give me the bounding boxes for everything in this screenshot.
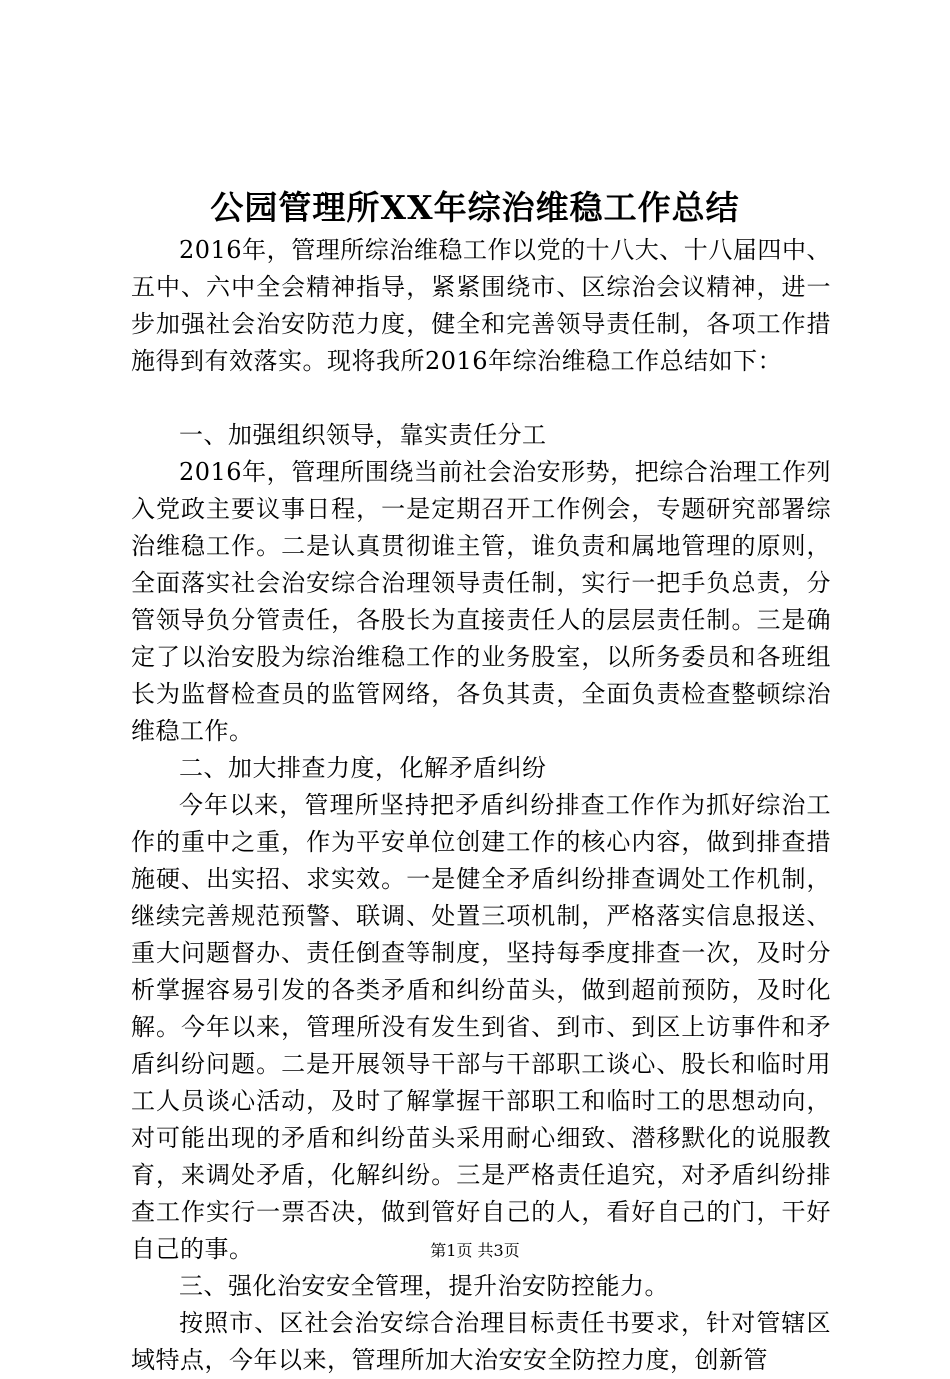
section-3-heading: 三、强化治安安全管理，提升治安防控能力。 xyxy=(179,1272,669,1300)
paragraph-gap xyxy=(131,380,831,417)
intro-paragraph: 2016年，管理所综治维稳工作以党的十八大、十八届四中、五中、六中全会精神指导，紧紧围绕市、区综治会议精神，进一步加强社会治安防范力度，健全和完善领导责任制，各项工作措施得到有效落实。现将我所2016年综治维稳工作总结如下： xyxy=(131,236,831,375)
page-number-footer: 第1页 共3页 xyxy=(430,1241,520,1260)
section-1-heading: 一、加强组织领导，靠实责任分工 xyxy=(179,421,547,449)
document-title: 公园管理所XX年综治维稳工作总结 xyxy=(210,188,740,227)
document-body xyxy=(131,232,831,1379)
section-3-paragraph: 按照市、区社会治安综合治理目标责任书要求，针对管辖区域特点，今年以来，管理所加大治安安全防控力度，创新管 xyxy=(131,1309,831,1374)
section-2-paragraph: 今年以来，管理所坚持把矛盾纠纷排查工作作为抓好综治工作的重中之重，作为平安单位创建工作的核心内容，做到排查措施硬、出实招、求实效。一是健全矛盾纠纷排查调处工作机制，继续完善规范预警、联调、处置三项机制，严格落实信息报送、重大问题督办、责任倒查等制度，坚持每季度排查一次，及时分析掌握容易引发的各类矛盾和纠纷苗头，做到超前预防，及时化解。今年以来，管理所没有发生到省、到市、到区上访事件和矛盾纠纷问题。二是开展领导干部与干部职工谈心、股长和临时用工人员谈心活动，及时了解掌握干部职工和临时工的思想动向，对可能出现的矛盾和纠纷苗头采用耐心细致、潜移默化的说服教育，来调处矛盾，化解纠纷。三是严格责任追究，对矛盾纠纷排查工作实行一票否决，做到管好自己的人，看好自己的门，干好自己的事。 xyxy=(131,791,831,1263)
section-2-heading: 二、加大排查力度，化解矛盾纠纷 xyxy=(179,754,547,782)
section-1-paragraph: 2016年，管理所围绕当前社会治安形势，把综合治理工作列入党政主要议事日程，一是定期召开工作例会，专题研究部署综治维稳工作。二是认真贯彻谁主管，谁负责和属地管理的原则，全面落实社会治安综合治理领导责任制，实行一把手负总责，分管领导负分管责任，各股长为直接责任人的层层责任制。三是确定了以治安股为综治维稳工作的业务股室，以所务委员和各班组长为监督检查员的监管网络，各负其责，全面负责检查整顿综治维稳工作。 xyxy=(131,458,831,745)
